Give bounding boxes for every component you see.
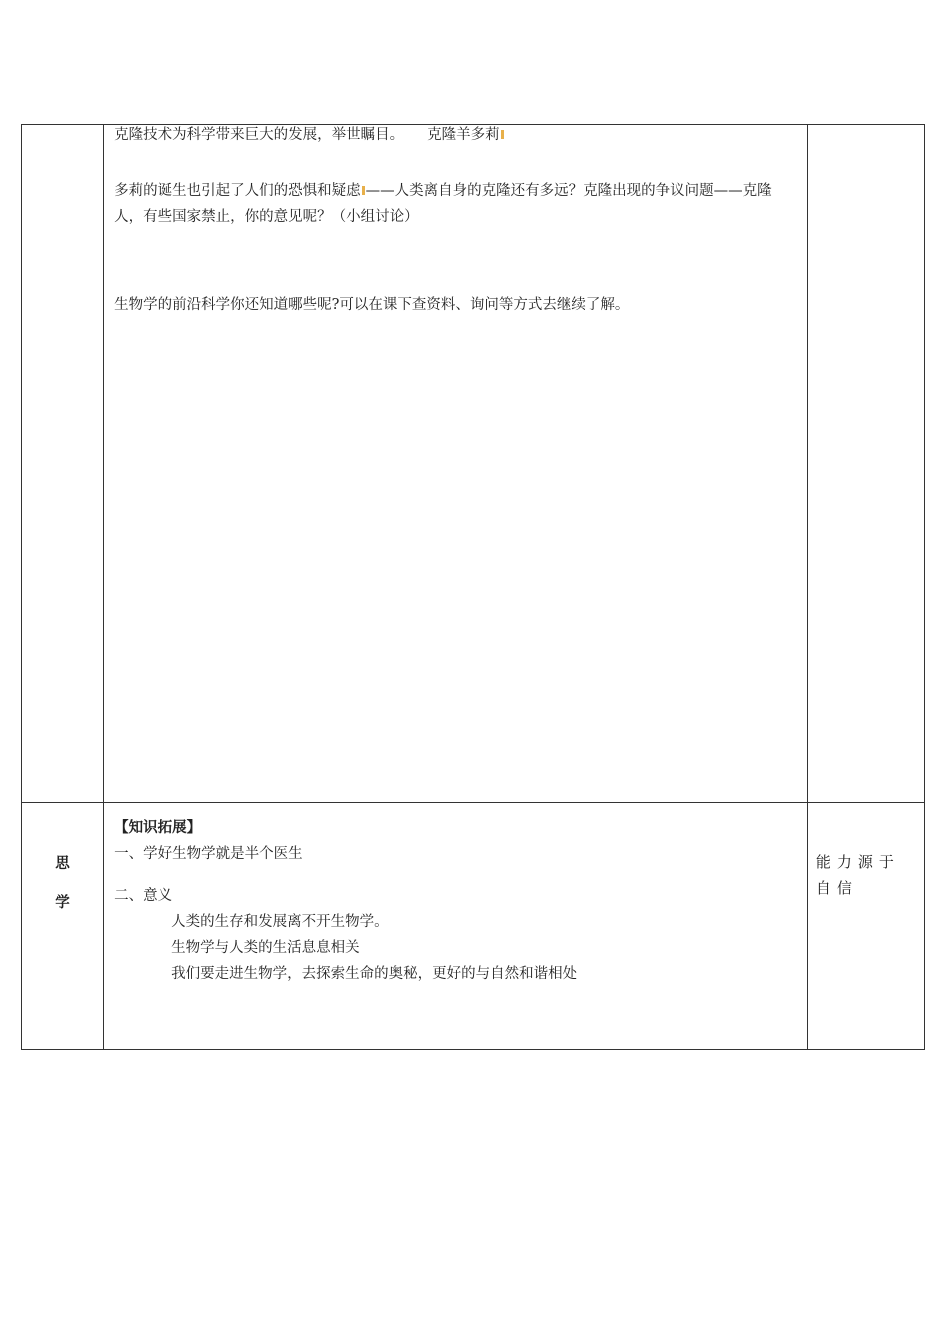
list-item: 我们要走进生物学，去探索生命的奥秘，更好的与自然和谐相处 <box>171 966 578 982</box>
list-item: 一、学好生物学就是半个医生 <box>114 846 303 862</box>
right-cell-top <box>807 125 924 803</box>
table-row <box>22 803 925 1050</box>
list-item: 二、意义 <box>114 888 173 904</box>
paragraph-cloning-intro <box>114 122 797 148</box>
text-span: 多莉的诞生也引起了人们的恐惧和疑虑 <box>114 183 361 199</box>
list-item: 生物学与人类的生活息息相关 <box>171 940 360 956</box>
motto-cell <box>807 803 924 1050</box>
paragraph-dolly-discussion <box>114 178 797 230</box>
text-span: 克隆技术为科学带来巨大的发展，举世瞩目。 <box>114 127 405 143</box>
list-item: 人类的生存和发展离不开生物学。 <box>171 914 389 930</box>
motto-text: 能力源于自信 <box>815 853 900 897</box>
side-label-learn: 学 <box>55 895 70 911</box>
highlight-mark <box>362 186 365 195</box>
table-row <box>22 125 925 803</box>
side-label-cell <box>22 803 104 1050</box>
content-cell-bottom <box>104 803 808 1050</box>
text-span: ——人类离自身的克隆还有多远？克隆出现的争议问题——克隆人，有些国家禁止，你的意见呢？（小组讨论） <box>114 183 772 225</box>
content-cell-top <box>104 125 808 803</box>
left-cell-top <box>22 125 104 803</box>
paragraph-frontier-science: 生物学的前沿科学你还知道哪些呢?可以在课下查资料、询问等方式去继续了解。 <box>114 297 630 313</box>
side-label-think: 思 <box>55 856 70 872</box>
section-heading: 【知识拓展】 <box>114 820 202 836</box>
text-span: 克隆羊多莉 <box>427 127 500 143</box>
lesson-table <box>21 124 925 1050</box>
highlight-mark <box>501 130 504 139</box>
